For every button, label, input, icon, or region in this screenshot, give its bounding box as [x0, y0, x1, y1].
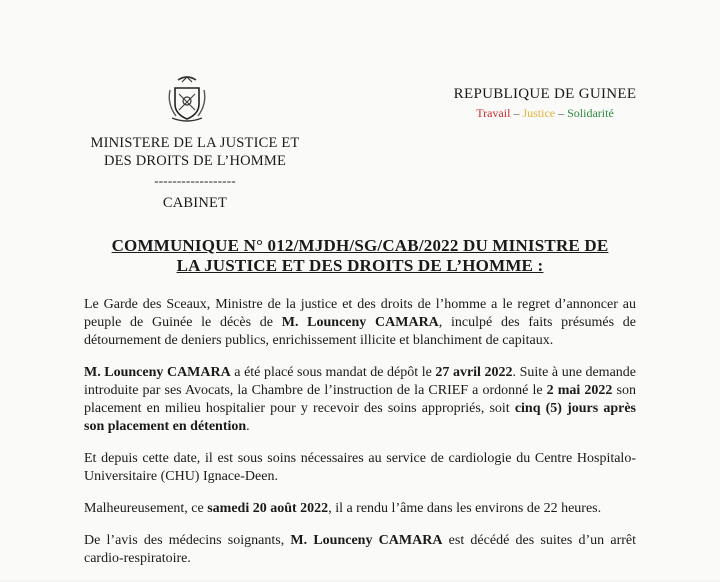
- text: .: [246, 419, 250, 434]
- text: . Suite à une demande introduite par ses Avocats, la Chambre de l’instruction de la CRIEF a ordonné le: [84, 365, 637, 398]
- paragraph-death: [84, 500, 636, 518]
- motto-word-solidarite: Solidarité: [567, 106, 614, 120]
- title-line2: LA JUSTICE ET DES DROITS DE L’HOMME :: [176, 256, 544, 275]
- text: est décédé des suites d’un arrêt cardio-respiratoire.: [84, 533, 636, 566]
- title-line1: COMMUNIQUE N° 012/MJDH/SG/CAB/2022 DU MINISTRE DE: [111, 236, 609, 255]
- date: samedi 20 août 2022: [207, 501, 329, 516]
- national-motto: [440, 106, 650, 121]
- person-name: M. Lounceny CAMARA: [281, 315, 439, 330]
- communique-body: [84, 296, 636, 582]
- ministry-name-line1: MINISTERE DE LA JUSTICE ET: [90, 135, 300, 151]
- person-name: M. Lounceny CAMARA: [290, 533, 443, 548]
- text: Malheureusement, ce: [84, 501, 208, 516]
- ministry-header: [60, 134, 330, 212]
- communique-title: [80, 236, 640, 276]
- paragraph-care: Et depuis cette date, il est sous soins nécessaires au service de cardiologie du Centre Hospitalo-Universitaire (CHU) Ignace-Deen.: [84, 451, 636, 484]
- date: 27 avril 2022: [435, 365, 513, 380]
- motto-word-travail: Travail: [476, 106, 511, 120]
- text: De l’avis des médecins soignants,: [84, 533, 291, 548]
- motto-word-justice: Justice: [522, 106, 556, 120]
- text: , inculpé des faits présumés de détournement de deniers publics, enrichissement illicite et blanchiment de capitaux.: [84, 315, 636, 348]
- guinea-coat-of-arms-icon: [164, 74, 210, 122]
- paragraph-detention: [84, 364, 636, 436]
- paragraph-cause: [84, 532, 636, 568]
- date: 2 mai 2022: [546, 383, 613, 398]
- person-name: M. Lounceny CAMARA: [84, 365, 231, 380]
- paragraph-announcement: [84, 296, 636, 350]
- ministry-divider: ------------------: [154, 173, 236, 188]
- text: Le Garde des Sceaux, Ministre de la justice et des droits de l’homme a le regret d’annoncer au peuple de Guinée le décès de: [84, 297, 636, 330]
- motto-separator: –: [510, 106, 523, 120]
- ministry-name-line2: DES DROITS DE L’HOMME: [103, 153, 287, 169]
- republic-header: [440, 86, 650, 121]
- text: son placement en milieu hospitalier pour y recevoir des soins appropriés, soit: [84, 383, 636, 416]
- emphasis: cinq (5) jours après son placement en détention: [84, 401, 636, 434]
- text: a été placé sous mandat de dépôt le: [230, 365, 436, 380]
- republic-name: REPUBLIQUE DE GUINEE: [453, 86, 637, 102]
- cabinet-label: CABINET: [162, 195, 228, 211]
- text: , il a rendu l’âme dans les environs de 22 heures.: [328, 501, 602, 516]
- motto-separator: –: [555, 106, 568, 120]
